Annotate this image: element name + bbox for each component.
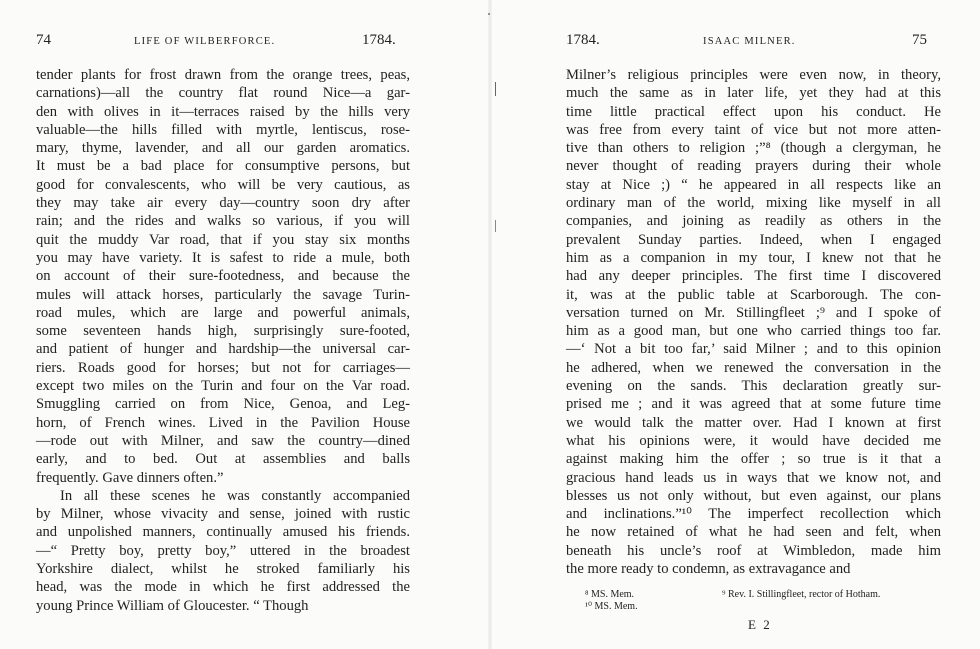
text-line: companies, and joining as readily as others in the [566, 213, 941, 230]
text-line: he now retained of what he had seen and felt, when [566, 524, 941, 541]
text-line: much the same as in later life, yet they had at this [566, 85, 941, 102]
page-number: 74 [36, 32, 51, 48]
text-line: beneath his uncle’s roof at Wimbledon, made him [566, 542, 941, 559]
text-line: it, was at the public table at Scarborough. The con- [566, 286, 941, 303]
text-line: mary, thyme, lavender, and all our garden aromatics. [36, 140, 410, 157]
text-line: rain; and the rides and walks so various, if you will [36, 213, 410, 230]
text-line: young Prince William of Gloucester. “ Though [36, 597, 309, 614]
text-line: some seventeen hands high, surprisingly sure-footed, [36, 323, 410, 340]
signature-mark: E 2 [748, 617, 772, 632]
text-line: road mules, which are large and powerful animals, [36, 304, 410, 321]
page-number: 75 [912, 32, 927, 48]
text-line: —rode out with Milner, and saw the country—dined [36, 432, 410, 449]
text-line: valuable—the hills filled with myrtle, lentiscus, rose- [36, 121, 410, 138]
text-line: him as a companion in my tour, I knew not that he [566, 249, 941, 266]
text-line: quit the muddy Var road, that if you stay six months [36, 231, 410, 248]
text-line: on account of their sure-footedness, and because the [36, 268, 410, 285]
text-line: the more ready to condemn, as extravagance and [566, 561, 851, 578]
text-line: had any deeper principles. The first time I discovered [566, 268, 941, 285]
text-line: against making him the offer ; so true is it that a [566, 451, 941, 468]
text-line: never thought of reading prayers during their whole [566, 158, 941, 175]
page-year: 1784. [566, 32, 600, 48]
text-line: carnations)—all the country flat round Nice—a gar- [36, 85, 410, 102]
text-line: and inclinations.”¹⁰ The imperfect recollection which [566, 506, 941, 523]
running-title: ISAAC MILNER. [703, 36, 796, 47]
text-line: tender plants for frost drawn from the orange trees, peas, [36, 67, 410, 83]
text-line: It must be a bad place for consumptive persons, but [36, 158, 410, 175]
text-line: early, and to bed. Out at assemblies and balls [36, 451, 410, 468]
text-line: frequently. Gave dinners often.” [36, 469, 224, 486]
text-line: In all these scenes he was constantly accompanied [60, 487, 410, 504]
running-title: LIFE OF WILBERFORCE. [134, 36, 276, 47]
text-line: and patient of hunger and hardship—the universal car- [36, 341, 410, 358]
text-line: head, was the mode in which he first addressed the [36, 579, 410, 596]
text-line: time little practical effect upon his conduct. He [566, 103, 941, 120]
text-line: gracious hand leads us in ways that we know not, and [566, 469, 941, 486]
text-line: you may have variety. It is safest to ride a mule, both [36, 249, 410, 266]
left-page-header [0, 32, 490, 54]
footnote: ⁹ Rev. I. Stillingfleet, rector of Hotham. [722, 589, 881, 600]
text-line: —“ Pretty boy, pretty boy,” uttered in the broadest [36, 542, 410, 559]
text-line: blesses us not only without, but even against, our plans [566, 487, 941, 504]
text-line: they may take air every day—country soon dry after [36, 195, 410, 212]
text-line: except two miles on the Turin and four on the Var road. [36, 378, 410, 395]
text-line: Smuggling carried on from Nice, Genoa, and Leg- [36, 396, 410, 413]
text-line: Yorkshire dialect, whilst he stroked familiarly his [36, 561, 410, 578]
text-line: prised me ; and it was agreed that at some future time [566, 396, 941, 413]
text-line: tive than others to religion ;”⁸ (though a clergyman, he [566, 140, 941, 157]
right-page [490, 0, 980, 649]
text-line: Milner’s religious principles were even now, in theory, [566, 67, 941, 83]
text-line: riers. Roads good for horses; but not for carriages— [36, 359, 410, 376]
footnote: ⁸ MS. Mem. [585, 589, 635, 600]
text-line: stay at Nice ;) “ he appeared in all respects like an [566, 176, 941, 193]
text-line: evening on the sands. This declaration greatly sur- [566, 378, 941, 395]
text-line: what his opinions were, it would have decided me [566, 432, 941, 449]
text-line: versation turned on Mr. Stillingfleet ;⁹ and I spoke of [566, 304, 941, 321]
left-page-body [36, 66, 410, 615]
footnote: ¹⁰ MS. Mem. [585, 601, 638, 612]
right-page-header [490, 32, 980, 54]
text-line: we would talk the matter over. Had I known at first [566, 414, 941, 431]
text-line: and unpolished manners, continually amused his friends. [36, 524, 410, 541]
text-line: he adhered, when we renewed the conversation in the [566, 359, 941, 376]
text-line: horn, of French wines. Lived in the Pavilion House [36, 414, 410, 431]
text-line: by Milner, whose vivacity and sense, joined with rustic [36, 506, 410, 523]
text-line: —‘ Not a bit too far,’ said Milner ; and to this opinion [566, 341, 941, 358]
text-line: den with olives in it—terraces raised by the hills very [36, 103, 410, 120]
text-line: was free from every taint of vice but not more atten- [566, 121, 941, 138]
page-year: 1784. [362, 32, 396, 48]
text-line: mules will attack horses, particularly the savage Turin- [36, 286, 410, 303]
text-line: ordinary man of the world, mixing like myself in all [566, 195, 941, 212]
text-line: prevalent Sunday parties. Indeed, when I engaged [566, 231, 941, 248]
text-line: him as a good man, but one who carried things too far. [566, 323, 941, 340]
text-line: good for convalescents, who will be very cautious, as [36, 176, 410, 193]
right-page-body [566, 66, 941, 578]
